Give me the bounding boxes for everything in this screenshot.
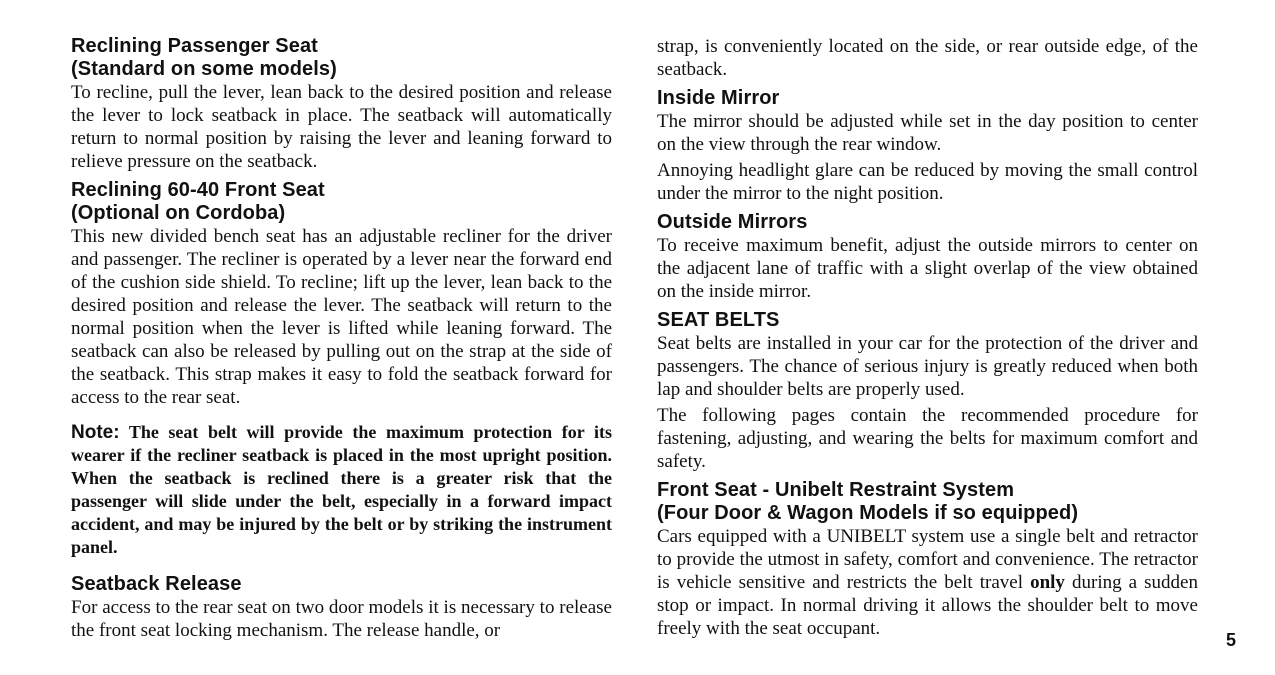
section-seat-belts	[657, 309, 1198, 473]
body-text: during a sudden stop or impact. In normal driving it allows the shoulder belt to move freely with the seat occupant.	[657, 572, 1198, 639]
section-body: Seat belts are installed in your car for the protection of the driver and passengers. The chance of serious injury is greatly reduced when both lap and shoulder belts are properly used.	[657, 333, 1198, 400]
section-heading: SEAT BELTS	[657, 309, 780, 331]
heading-line-1: Reclining 60-40 Front Seat	[71, 179, 325, 201]
section-unibelt-restraint	[657, 479, 1198, 640]
page-number: 5	[1226, 630, 1237, 650]
section-inside-mirror	[657, 87, 1198, 205]
section-heading: Seatback Release	[71, 573, 242, 595]
section-reclining-60-40-front-seat	[71, 179, 612, 409]
section-seatback-release	[71, 573, 612, 642]
section-body: To recline, pull the lever, lean back to the desired position and release the lever to lock seatback in place. The seatback will automatically return to normal position by raising the lever and leaning forward to relieve pressure on the seatback.	[71, 82, 612, 172]
section-body: Annoying headlight glare can be reduced by moving the small control under the mirror to the night position.	[657, 160, 1198, 204]
section-heading: Inside Mirror	[657, 87, 780, 109]
section-outside-mirrors	[657, 211, 1198, 303]
section-heading	[71, 35, 612, 81]
body-text: Cars equipped with a UNIBELT system use a single belt and retractor to provide the utmost in safety, comfort and convenience. The retractor is vehicle sensitive and restricts the belt travel	[657, 526, 1198, 593]
section-heading	[657, 479, 1198, 525]
safety-note	[71, 421, 612, 559]
right-column	[657, 35, 1198, 646]
section-body	[657, 525, 1198, 640]
heading-line-1: Reclining Passenger Seat	[71, 35, 318, 57]
heading-line-1: Front Seat - Unibelt Restraint System	[657, 479, 1015, 501]
note-body: The seat belt will provide the maximum protection for its wearer if the recliner seatback is placed in the most upright position. When the seatback is reclined there is a greater risk that the passenger will slide under the belt, especially in a forward impact accident, and may be injured by the belt or by striking the instrument panel.	[71, 422, 612, 557]
note-paragraph	[71, 421, 612, 559]
section-body: The mirror should be adjusted while set in the day position to center on the view through the rear window.	[657, 111, 1198, 155]
heading-line-2: (Standard on some models)	[71, 58, 337, 80]
section-heading: Outside Mirrors	[657, 211, 808, 233]
left-column	[71, 35, 612, 648]
heading-line-2: (Four Door & Wagon Models if so equipped)	[657, 502, 1079, 524]
heading-line-2: (Optional on Cordoba)	[71, 202, 286, 224]
section-heading	[71, 179, 612, 225]
section-seatback-release-continued	[657, 35, 1198, 81]
section-body: This new divided bench seat has an adjustable recliner for the driver and passenger. The recliner is operated by a lever near the forward end of the cushion side shield. To recline; lift up the lever, lean back to the desired position and release the lever. The seatback will return to the normal position when the lever is lifted while leaning forward. The seatback can also be released by pulling out on the strap at the side of the seatback. This strap makes it easy to fold the seatback forward for access to the rear seat.	[71, 226, 612, 408]
section-body: The following pages contain the recommended procedure for fastening, adjusting, and wearing the belts for maximum comfort and safety.	[657, 405, 1198, 472]
section-body: strap, is conveniently located on the side, or rear outside edge, of the seatback.	[657, 36, 1198, 80]
emphasis-only: only	[1030, 572, 1065, 593]
note-label: Note:	[71, 422, 120, 443]
section-body: For access to the rear seat on two door models it is necessary to release the front seat locking mechanism. The release handle, or	[71, 597, 612, 641]
section-reclining-passenger-seat	[71, 35, 612, 173]
section-body: To receive maximum benefit, adjust the outside mirrors to center on the adjacent lane of traffic with a slight overlap of the view obtained on the inside mirror.	[657, 235, 1198, 302]
